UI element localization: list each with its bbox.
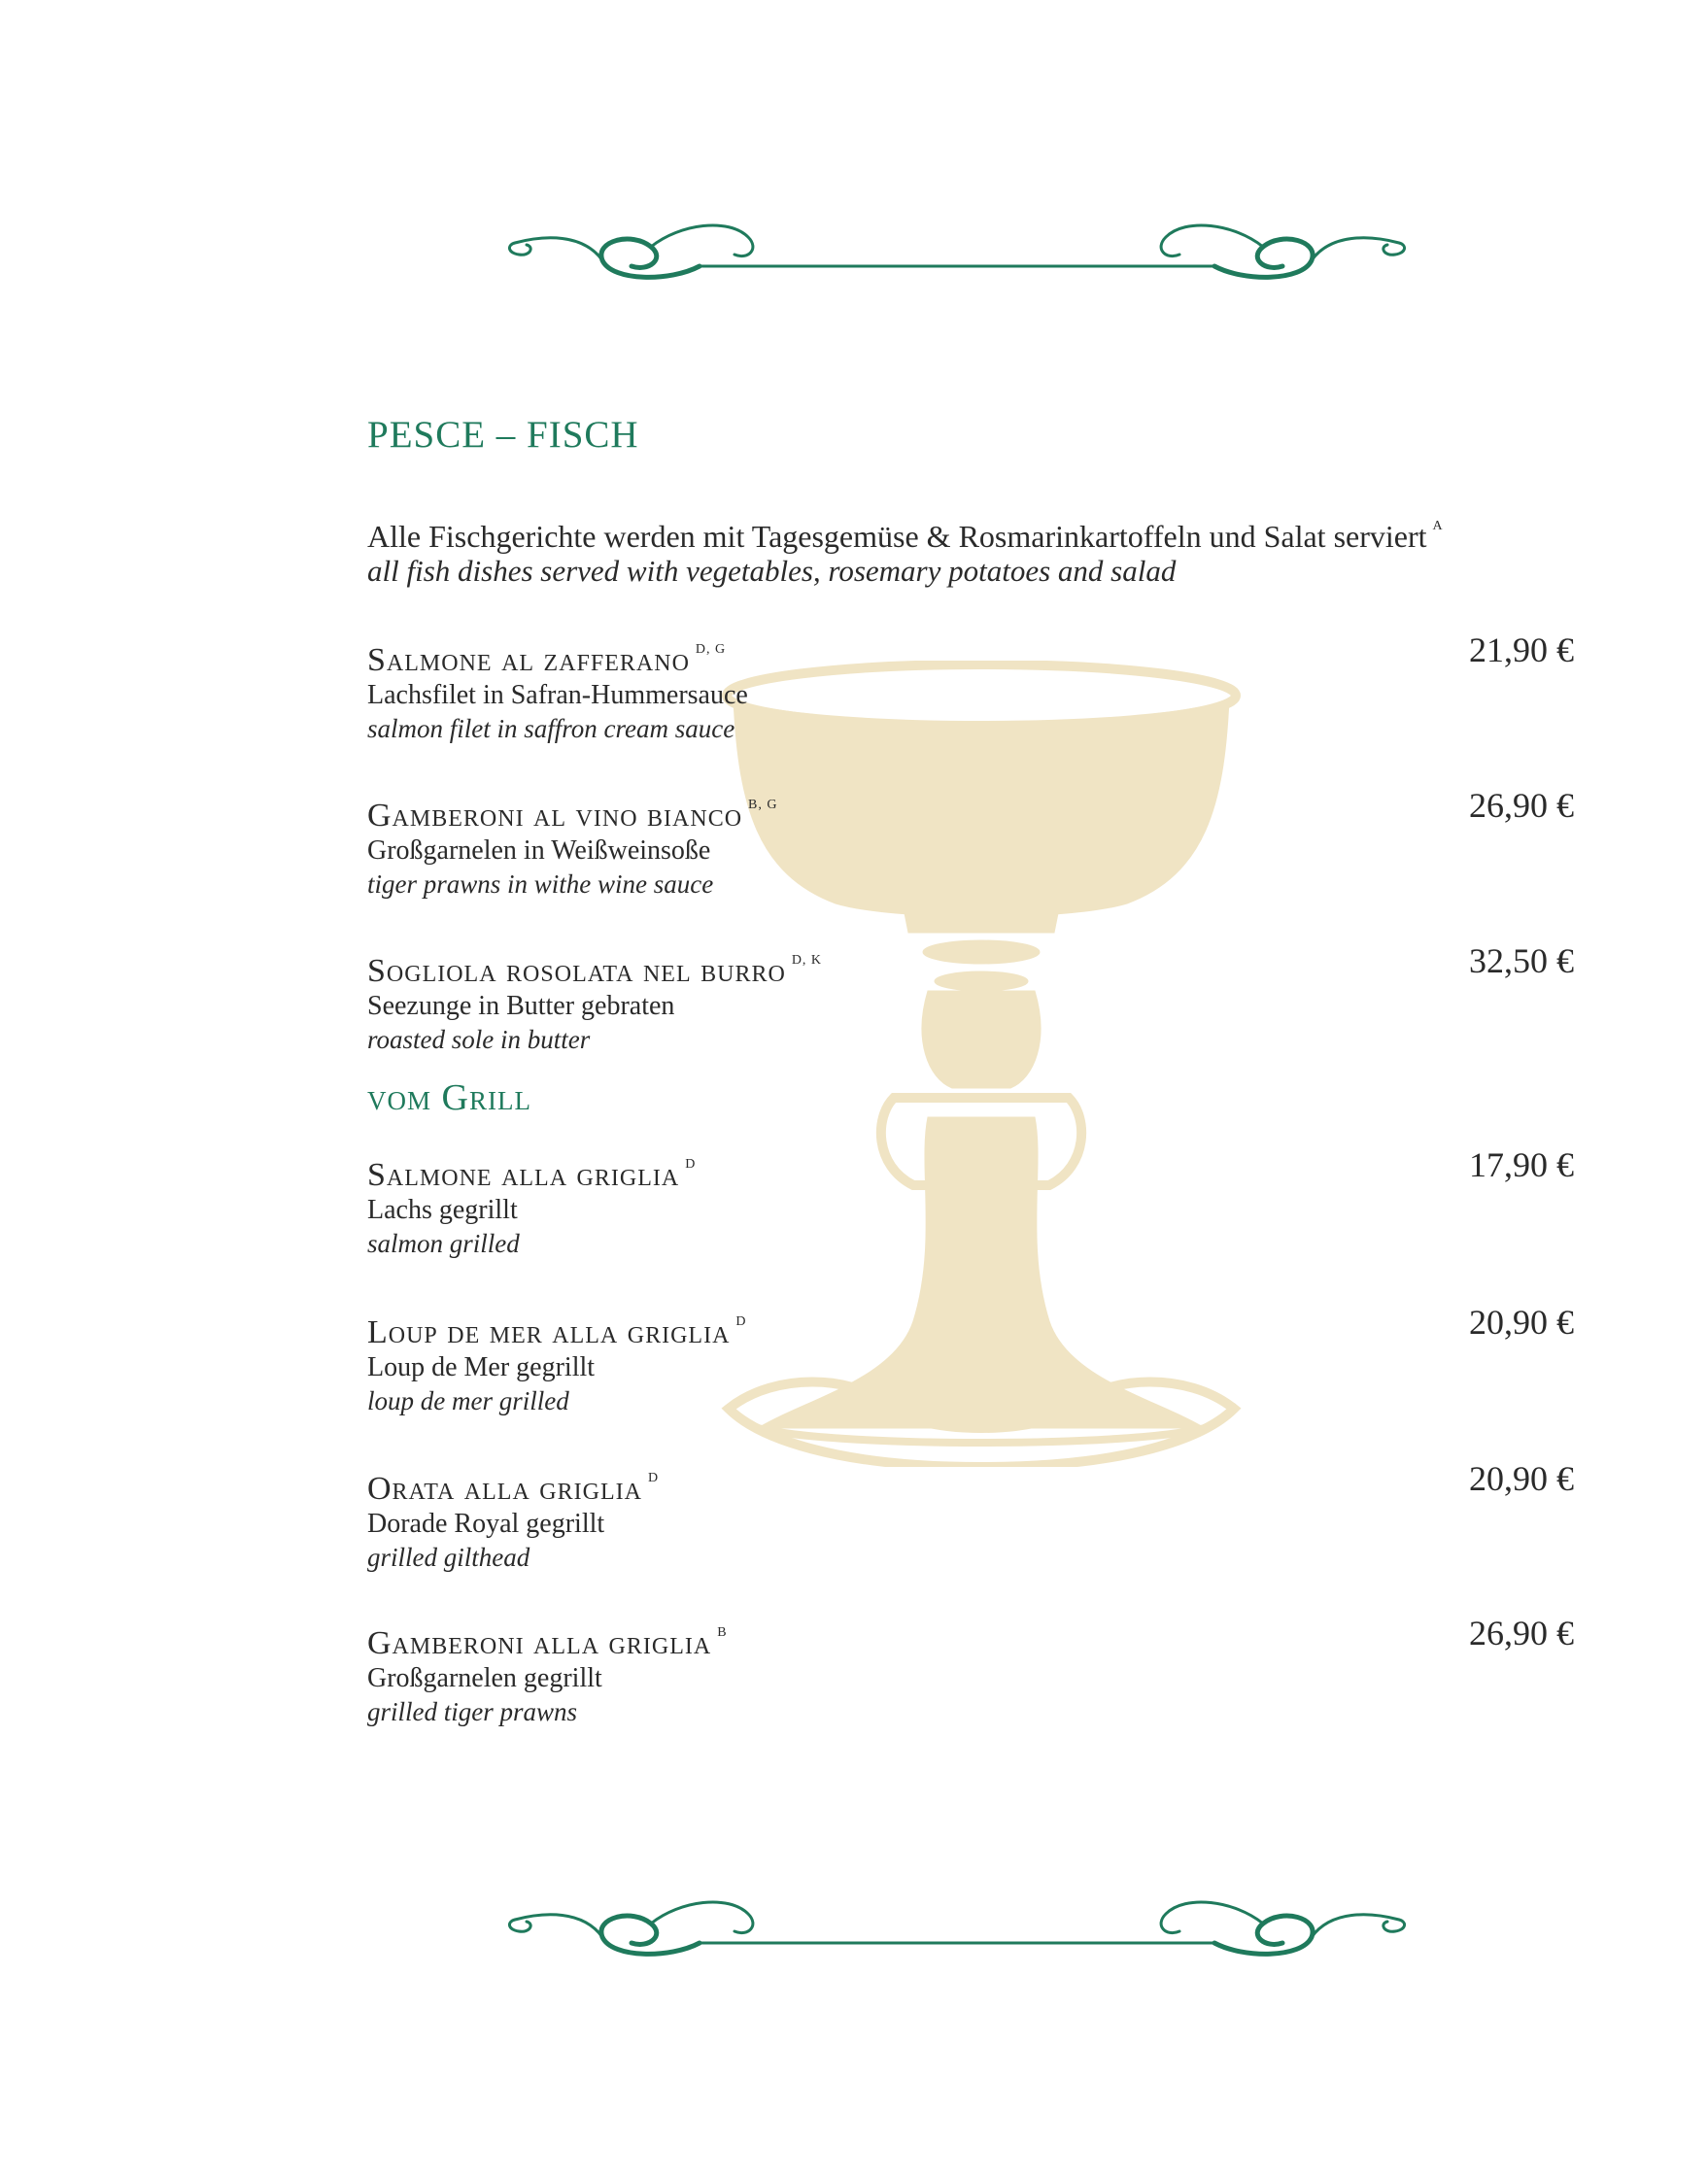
item-description-german: Dorade Royal gegrillt xyxy=(367,1509,605,1539)
menu-item-loup-de-mer-alla-griglia xyxy=(367,1304,1574,1417)
item-name xyxy=(367,942,1574,990)
item-description-english: grilled gilthead xyxy=(367,1543,530,1572)
item-description-english: tiger prawns in withe wine sauce xyxy=(367,869,714,899)
item-description-english: salmon grilled xyxy=(367,1229,520,1258)
item-price: 26,90 € xyxy=(1469,1614,1574,1652)
section-title: PESCE – FISCH xyxy=(367,414,639,456)
item-description-german: Seezunge in Butter gebraten xyxy=(367,991,675,1021)
item-description-german: Loup de Mer gegrillt xyxy=(367,1352,596,1382)
item-name xyxy=(367,1146,1574,1194)
item-price: 26,90 € xyxy=(1469,786,1574,825)
item-price: 21,90 € xyxy=(1469,630,1574,669)
item-allergens: D, G xyxy=(695,642,727,657)
item-allergens: D xyxy=(735,1314,747,1329)
item-price: 32,50 € xyxy=(1469,941,1574,980)
item-description-german: Lachs gegrillt xyxy=(367,1195,518,1225)
item-allergens: D, K xyxy=(791,953,823,968)
menu-item-gamberoni-al-vino-bianco xyxy=(367,787,1574,901)
menu-item-gamberoni-alla-griglia xyxy=(367,1615,1574,1728)
item-name-text: Gamberoni al vino bianco xyxy=(367,798,743,834)
intro-german xyxy=(367,508,1582,555)
intro-english: all fish dishes served with vegetables, rosemary potatoes and salad xyxy=(367,554,1177,588)
menu-item-salmone-alla-griglia xyxy=(367,1146,1574,1260)
item-name-text: Gamberoni alla griglia xyxy=(367,1625,712,1661)
item-name-text: Orata alla griglia xyxy=(367,1471,642,1507)
item-name xyxy=(367,1304,1574,1351)
item-allergens: B, G xyxy=(748,798,778,812)
item-allergens: B xyxy=(717,1625,728,1640)
item-allergens: D xyxy=(685,1157,697,1172)
item-name-text: Loup de mer alla griglia xyxy=(367,1314,731,1350)
item-name xyxy=(367,631,1574,679)
intro-note xyxy=(367,508,1582,588)
item-price: 20,90 € xyxy=(1469,1303,1574,1342)
item-description-german: Großgarnelen in Weißweinsoße xyxy=(367,835,711,866)
item-price: 20,90 € xyxy=(1469,1459,1574,1498)
item-name-text: Sogliola rosolata nel burro xyxy=(367,953,786,989)
grill-subheading: vom Grill xyxy=(367,1077,531,1118)
item-description-english: loup de mer grilled xyxy=(367,1386,569,1415)
item-name-text: Salmone al zafferano xyxy=(367,642,690,678)
intro-allergen: A xyxy=(1432,519,1444,533)
item-allergens: D xyxy=(647,1471,660,1485)
item-description-english: salmon filet in saffron cream sauce xyxy=(367,714,735,743)
intro-german-text: Alle Fischgerichte werden mit Tagesgemüse & Rosmarinkartoffeln und Salat serviert xyxy=(367,519,1427,554)
item-description-german: Lachsfilet in Safran-Hummersauce xyxy=(367,680,748,710)
item-description-german: Großgarnelen gegrillt xyxy=(367,1663,602,1693)
item-description-english: grilled tiger prawns xyxy=(367,1697,578,1726)
menu-item-sogliola-rosolata-nel-burro xyxy=(367,942,1574,1056)
item-name xyxy=(367,787,1574,835)
item-price: 17,90 € xyxy=(1469,1145,1574,1184)
item-name-text: Salmone alla griglia xyxy=(367,1157,680,1193)
item-name xyxy=(367,1460,1574,1508)
item-name xyxy=(367,1615,1574,1662)
menu-item-salmone-al-zafferano xyxy=(367,631,1574,745)
item-description-english: roasted sole in butter xyxy=(367,1025,591,1054)
menu-item-orata-alla-griglia xyxy=(367,1460,1574,1574)
